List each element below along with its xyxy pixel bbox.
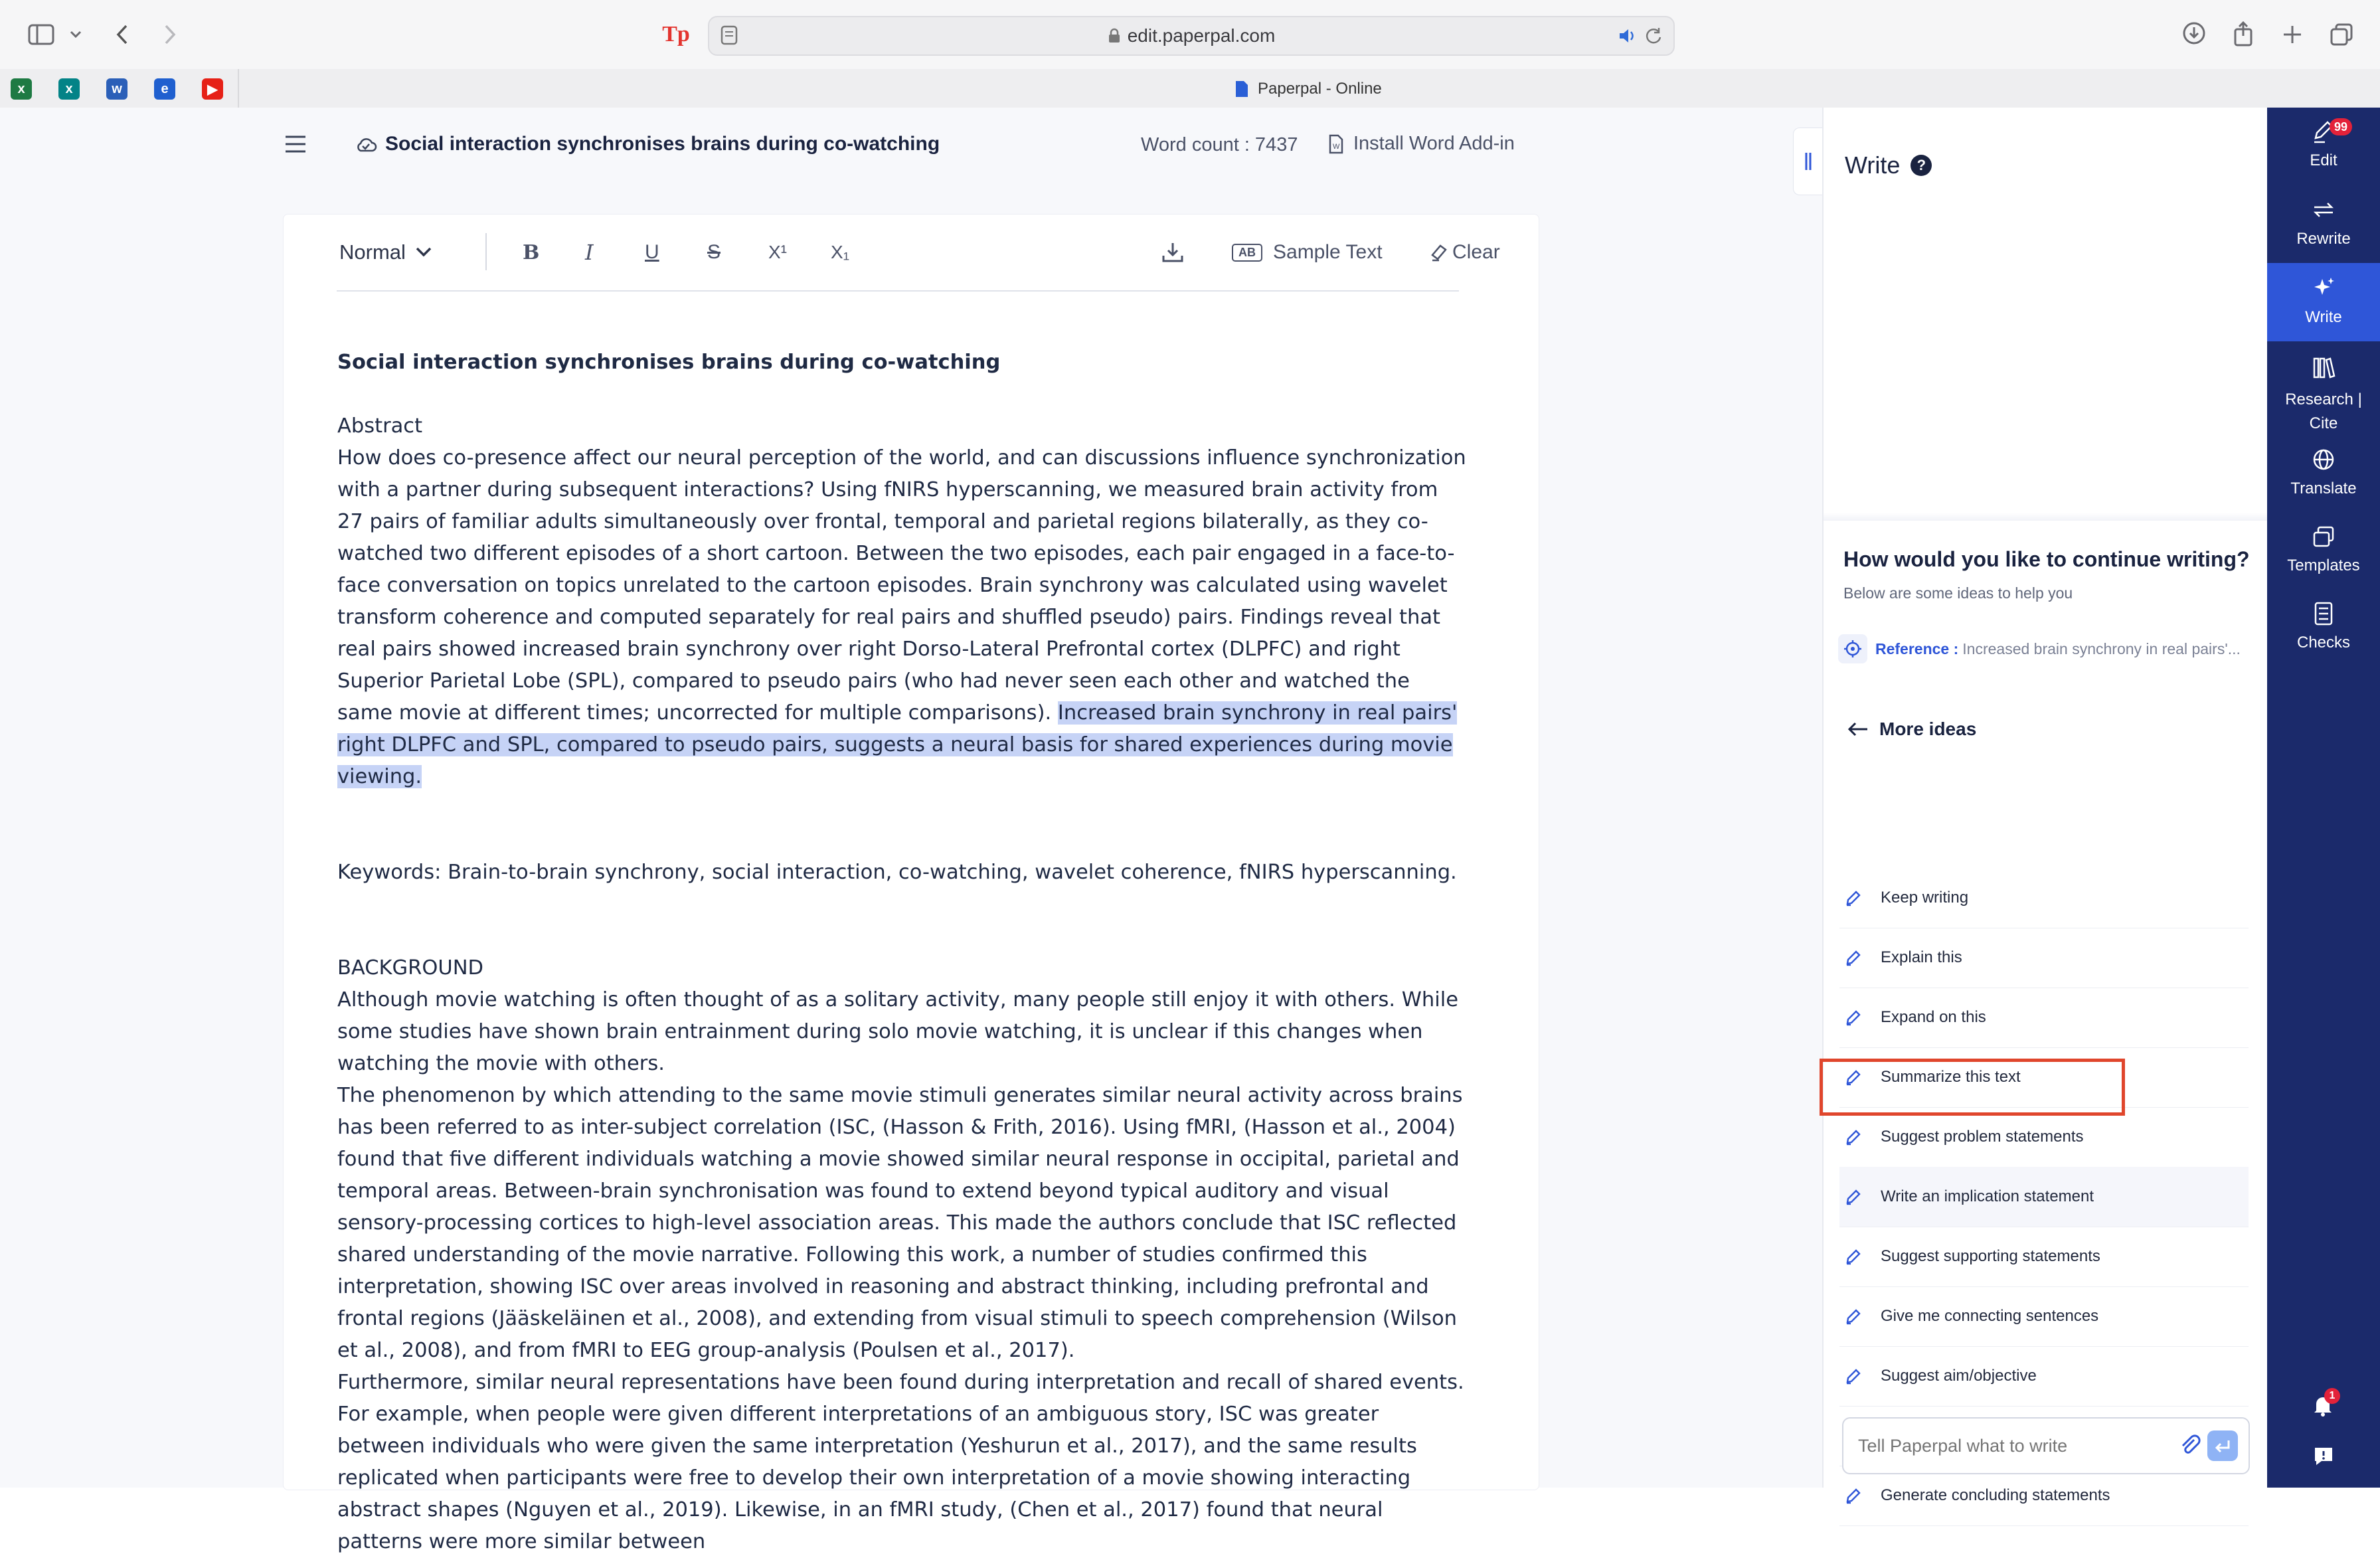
- rail-edit[interactable]: [2267, 118, 2380, 187]
- word-doc-icon: [1328, 134, 1344, 154]
- background-paragraph: The phenomenon by which attending to the same movie stimuli generates similar neural activity across brains has been referred to as inter-subject correlation (ISC, (Hasson & Frith, 2016). Using fMRI, (Hasson et al., 2004) found that five different individuals watching a movie showed similar neural response in occipital, parietal and temporal areas. Between-brain synchronisation was found to extend beyond typical auditory and visual sensory-processing cortices to high-level association areas. This made the authors conclude that ISC reflected shared understanding of the movie narrative. Following this work, a number of studies confirmed this interpretation, showing ISC over areas involved in reasoning and abstract thinking, including prefrontal and frontal regions (Jääskeläinen et al., 2008), and extending from visual stimuli to speech comprehension (Wilson et al., 2008), and from fMRI to EEG group-analysis (Poulsen et al., 2017).: [337, 1084, 1463, 1362]
- send-button[interactable]: [2207, 1430, 2238, 1461]
- abstract-heading: Abstract: [337, 414, 423, 438]
- chevron-down-icon[interactable]: [66, 25, 85, 44]
- idea-item[interactable]: [1839, 868, 2249, 928]
- background-heading: BACKGROUND: [337, 956, 484, 980]
- focus-highlight-box: [1820, 1059, 2125, 1116]
- browser-toolbar: [0, 0, 2380, 70]
- idea-label: Keep writing: [1881, 889, 1969, 907]
- arrow-left-icon: [1847, 721, 1869, 737]
- reload-icon[interactable]: [1644, 27, 1663, 48]
- rail-edit-label: Edit: [2310, 151, 2338, 169]
- tool-rail: [2267, 108, 2380, 1488]
- pen-edit-icon: [2267, 118, 2380, 145]
- ab-badge-icon: AB: [1232, 244, 1262, 262]
- share-icon[interactable]: [2230, 19, 2256, 48]
- pencil-icon: [1845, 1128, 1865, 1146]
- superscript-button[interactable]: X¹: [768, 242, 787, 262]
- edit-count-badge: 99: [2330, 118, 2352, 135]
- selected-text[interactable]: Increased brain synchrony in real pairs' right DLPFC and SPL, compared to pseudo pairs, suggests a neural basis for shared experiences during movie viewing.: [337, 701, 1458, 788]
- address-bar[interactable]: [708, 16, 1675, 56]
- idea-label: Suggest supporting statements: [1881, 1247, 2100, 1265]
- url-text: edit.paperpal.com: [1127, 25, 1276, 46]
- clear-label: Clear: [1452, 241, 1500, 263]
- chevron-down-icon: [415, 246, 432, 258]
- rail-templates[interactable]: [2267, 523, 2380, 592]
- document-content[interactable]: [337, 347, 1466, 1558]
- rail-write[interactable]: [2267, 263, 2380, 341]
- italic-button[interactable]: I: [585, 240, 594, 265]
- excel-favicon-icon[interactable]: x: [11, 78, 32, 100]
- clear-button[interactable]: [1430, 215, 1500, 290]
- pencil-icon: [1845, 949, 1865, 966]
- sparkle-icon: [2267, 275, 2380, 302]
- pencil-icon: [1845, 1367, 1865, 1385]
- document-header: [0, 108, 1822, 186]
- rail-write-label: Write: [2305, 308, 2342, 326]
- books-icon: [2267, 355, 2380, 381]
- rail-research-label: Research |: [2285, 390, 2362, 408]
- idea-label: Summarize this text: [1881, 1068, 2021, 1086]
- rewrite-icon: [2267, 197, 2380, 223]
- rail-cite-label: Cite: [2309, 414, 2338, 432]
- youtube-favicon-icon[interactable]: ▶: [202, 78, 223, 100]
- collapse-panel-handle[interactable]: [1793, 128, 1823, 195]
- spacer: [337, 889, 1466, 952]
- tab-title-text: Paperpal - Online: [1258, 80, 1382, 98]
- idea-label: Suggest problem statements: [1881, 1128, 2084, 1146]
- paragraph-style-value: Normal: [339, 240, 406, 264]
- prompt-input[interactable]: [1857, 1435, 2145, 1457]
- reference-chip[interactable]: [1838, 630, 2256, 668]
- idea-item[interactable]: [1839, 1107, 2249, 1168]
- spacer: [337, 793, 1466, 857]
- more-ideas-label: More ideas: [1879, 719, 1977, 739]
- install-word-addin-button[interactable]: [1328, 133, 1515, 155]
- notification-count-badge: 1: [2324, 1388, 2340, 1404]
- download-icon[interactable]: [1161, 215, 1184, 290]
- reference-label: Reference :: [1875, 640, 1959, 657]
- write-panel: [1822, 108, 2268, 1504]
- idea-item[interactable]: [1839, 988, 2249, 1048]
- background-paragraph: Furthermore, similar neural representations have been found during interpretation and recall of shared events. For example, when people were given different interpretations of an ambiguous story, ISC was greater between individuals who were given the same interpretation (Yeshurun et al., 2017), and the same results replicated when participants were free to develop their own interpretation of a movie showing interacting abstract shapes (Nguyen et al., 2019). Likewise, in an fMRI study, (Chen et al., 2017) found that neural patterns were more similar between: [337, 1371, 1464, 1553]
- globe-icon: [2267, 446, 2380, 473]
- forward-icon[interactable]: [157, 21, 183, 48]
- edge-favicon-icon[interactable]: e: [154, 78, 175, 100]
- notifications-bell-icon[interactable]: [2311, 1390, 2338, 1420]
- rail-translate-label: Translate: [2290, 479, 2357, 497]
- idea-label: Write an implication statement: [1881, 1187, 2094, 1205]
- prompt-subheading: Below are some ideas to help you: [1843, 584, 2073, 602]
- pencil-icon: [1845, 1308, 1865, 1325]
- cloud-saved-icon: [355, 137, 377, 156]
- abstract-text: How does co-presence affect our neural perception of the world, and can discussions influence synchronization with a partner during subsequent interactions? Using fNIRS hyperscanning, we measured brain activity from 27 pairs of familiar adults simultaneously over frontal, temporal and parietal regions bilaterally, as they co-watched two different episodes of a short cartoon. Between the two episodes, each pair engaged in a face-to-face conversation on topics unrelated to the cartoon episodes. Brain synchrony was calculated using wavelet transform coherence and computed separately for real pairs and shuffled pseudo) pairs. Findings reveal that real pairs showed increased brain synchrony over right Dorso-Lateral Prefrontal cortex (DLPFC) and right Superior Parietal Lobe (SPL), compared to pseudo pairs (who had never seen each other and watched the same movie at different times; uncorrected for multiple comparisons).: [337, 446, 1466, 725]
- new-tab-icon[interactable]: [2279, 21, 2306, 48]
- speaker-icon[interactable]: [1618, 27, 1638, 48]
- idea-item[interactable]: [1839, 1227, 2249, 1287]
- checklist-icon: [2267, 600, 2380, 627]
- prompt-input-box[interactable]: [1842, 1417, 2250, 1474]
- pencil-icon: [1845, 1487, 1865, 1504]
- idea-label: Explain this: [1881, 948, 1962, 966]
- idea-item[interactable]: [1839, 1346, 2249, 1407]
- rail-rewrite-label: Rewrite: [2296, 230, 2351, 248]
- document-heading: Social interaction synchronises brains during co-watching: [337, 351, 1001, 374]
- help-icon[interactable]: ?: [1911, 155, 1932, 176]
- downloads-icon[interactable]: [2181, 20, 2207, 46]
- hamburger-menu-icon[interactable]: [284, 134, 307, 157]
- document-title[interactable]: Social interaction synchronises brains during co-watching: [385, 133, 940, 155]
- subscript-button[interactable]: X₁: [831, 242, 850, 262]
- paragraph-style-dropdown[interactable]: [339, 215, 432, 290]
- idea-label: Generate concluding statements: [1881, 1486, 2110, 1504]
- target-icon: [1838, 634, 1867, 663]
- reader-icon[interactable]: [720, 25, 738, 48]
- strikethrough-button[interactable]: S: [707, 241, 721, 263]
- rail-templates-label: Templates: [2287, 557, 2360, 574]
- sample-text-button[interactable]: [1232, 215, 1383, 290]
- pencil-icon: [1845, 1009, 1865, 1026]
- paperpal-app: [0, 108, 2380, 1553]
- pencil-icon: [1845, 1188, 1865, 1205]
- panel-title: Write: [1845, 151, 1901, 179]
- rail-rewrite[interactable]: [2267, 197, 2380, 266]
- idea-label: Give me connecting sentences: [1881, 1307, 2099, 1325]
- svg-text:W: W: [1333, 142, 1340, 151]
- keywords-line: Keywords: Brain-to-brain synchrony, social interaction, co-watching, wavelet coherence, fNIRS hyperscanning.: [337, 861, 1457, 884]
- idea-item[interactable]: [1839, 928, 2249, 988]
- trinka-extension-icon[interactable]: Tp: [662, 22, 690, 46]
- tab-bar: [0, 69, 2380, 108]
- formatting-toolbar: [337, 215, 1500, 292]
- tab-overview-icon[interactable]: [2328, 21, 2355, 48]
- install-word-addin-label: Install Word Add-in: [1353, 133, 1515, 154]
- prompt-heading: How would you like to continue writing?: [1843, 547, 2250, 571]
- pencil-icon: [1845, 1248, 1865, 1265]
- sharepoint-favicon-icon[interactable]: x: [58, 78, 80, 100]
- tab-divider: [238, 69, 239, 108]
- lock-icon: [1108, 28, 1121, 44]
- toolbar-divider: [485, 233, 487, 270]
- rail-checks-label: Checks: [2296, 634, 2351, 651]
- panel-header: [1845, 151, 1932, 179]
- paperpal-tab-icon: [1234, 79, 1250, 99]
- word-count: Word count : 7437: [1141, 134, 1298, 155]
- rail-checks[interactable]: [2267, 600, 2380, 669]
- feedback-icon[interactable]: [2312, 1445, 2336, 1469]
- idea-item[interactable]: [1839, 1286, 2249, 1347]
- idea-item[interactable]: [1839, 1466, 2249, 1526]
- underline-button[interactable]: U: [645, 241, 659, 263]
- eraser-icon: [1430, 243, 1448, 262]
- sample-text-label: Sample Text: [1273, 241, 1383, 263]
- templates-icon: [2267, 523, 2380, 550]
- rail-research-cite[interactable]: [2267, 355, 2380, 441]
- bold-button[interactable]: B: [523, 240, 540, 264]
- idea-item[interactable]: [1839, 1167, 2249, 1227]
- idea-label: Suggest aim/objective: [1881, 1367, 2037, 1385]
- attach-icon[interactable]: [2178, 1433, 2202, 1457]
- active-tab[interactable]: [1234, 78, 1382, 100]
- rail-translate[interactable]: [2267, 446, 2380, 515]
- reference-text: Increased brain synchrony in real pairs'...: [1962, 640, 2241, 657]
- pencil-icon: [1845, 889, 1865, 907]
- background-paragraph: Although movie watching is often thought of as a solitary activity, many people still enjoy it with others. While some studies have shown brain entrainment during solo movie watching, it is unclear if this changes when watching the movie with others.: [337, 988, 1458, 1075]
- abstract-paragraph: [337, 442, 1466, 793]
- more-ideas-back-button[interactable]: [1847, 719, 1976, 740]
- panel-section-divider: [1824, 513, 2268, 521]
- idea-label: Expand on this: [1881, 1008, 1986, 1026]
- sidebar-toggle-icon[interactable]: [27, 23, 56, 46]
- word-favicon-icon[interactable]: w: [106, 78, 128, 100]
- back-icon[interactable]: [109, 21, 135, 48]
